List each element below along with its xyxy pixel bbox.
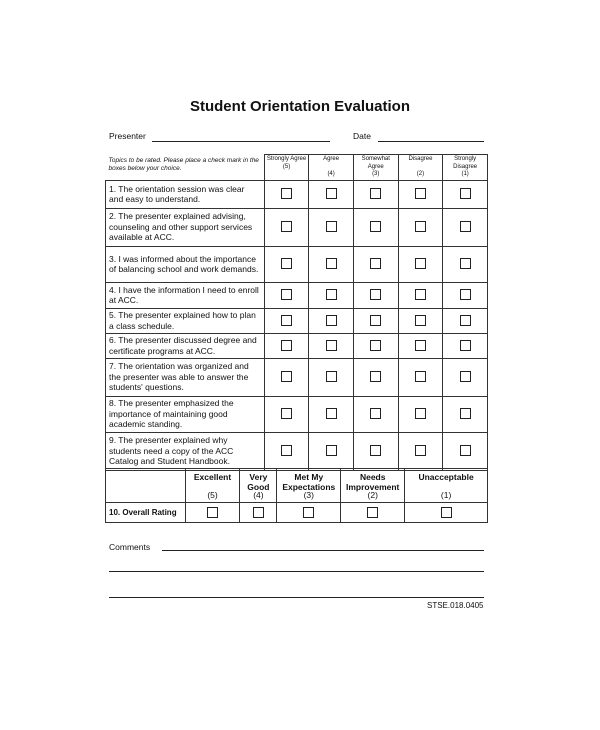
checkbox-agree[interactable] <box>326 340 337 351</box>
col-header-needs-improvement <box>341 469 405 503</box>
checkbox-strongly-agree[interactable] <box>281 188 292 199</box>
comments-line[interactable] <box>162 550 484 551</box>
col-header-code: (2) <box>416 171 425 177</box>
checkbox-somewhat-agree[interactable] <box>370 408 381 419</box>
checkbox-strongly-agree[interactable] <box>281 289 292 300</box>
checkbox-agree[interactable] <box>326 315 337 326</box>
overall-rating-table <box>105 468 488 523</box>
table-row <box>106 358 488 396</box>
topic-text: 1. The orientation session was clear and easy to understand. <box>106 180 265 208</box>
table-row <box>106 308 488 333</box>
checkbox-strongly-disagree[interactable] <box>460 371 471 382</box>
checkbox-strongly-agree[interactable] <box>281 408 292 419</box>
checkbox-somewhat-agree[interactable] <box>370 445 381 456</box>
col-header-met-expectations <box>277 469 341 503</box>
col-header-label: Excellent <box>193 472 232 482</box>
col-header-unacceptable <box>405 469 488 503</box>
checkbox-very-good[interactable] <box>253 507 264 518</box>
comments-label: Comments <box>109 542 151 552</box>
topic-text: 2. The presenter explained advising, counseling and other support services available at ACC. <box>106 208 265 246</box>
checkbox-needs-improvement[interactable] <box>367 507 378 518</box>
topic-text: 8. The presenter emphasized the importance of maintaining good academic standing. <box>106 396 265 432</box>
col-header-code: (4) <box>253 490 264 500</box>
checkbox-somewhat-agree[interactable] <box>370 258 381 269</box>
overall-header-blank <box>106 469 186 503</box>
checkbox-strongly-agree[interactable] <box>281 315 292 326</box>
rating-header-row <box>106 155 488 181</box>
col-header-code: (5) <box>282 163 291 170</box>
col-header-code: (3) <box>303 490 314 500</box>
topics-rating-table <box>105 154 488 471</box>
checkbox-strongly-agree[interactable] <box>281 371 292 382</box>
checkbox-strongly-agree[interactable] <box>281 221 292 232</box>
checkbox-somewhat-agree[interactable] <box>370 289 381 300</box>
checkbox-agree[interactable] <box>326 188 337 199</box>
checkbox-agree[interactable] <box>326 371 337 382</box>
checkbox-somewhat-agree[interactable] <box>370 371 381 382</box>
checkbox-somewhat-agree[interactable] <box>370 221 381 232</box>
topic-text: 3. I was informed about the importance of balancing school and work demands. <box>106 246 265 282</box>
col-header-label: Unacceptable <box>418 472 474 482</box>
checkbox-unacceptable[interactable] <box>441 507 452 518</box>
checkbox-disagree[interactable] <box>415 408 426 419</box>
checkbox-somewhat-agree[interactable] <box>370 188 381 199</box>
date-label: Date <box>353 131 371 141</box>
overall-header-row <box>106 469 488 503</box>
col-header-label: Very Good <box>247 472 270 492</box>
rating-instructions: Topics to be rated. Please place a check mark in the boxes below your choice. <box>108 156 259 172</box>
overall-rating-label: 10. Overall Rating <box>106 503 186 523</box>
col-header-very-good <box>240 469 277 503</box>
checkbox-excellent[interactable] <box>207 507 218 518</box>
presenter-input-line[interactable] <box>152 141 330 142</box>
col-header-label: Met My Expectations <box>282 472 336 492</box>
col-header-code: (3) <box>372 171 380 177</box>
date-input-line[interactable] <box>378 141 484 142</box>
col-header-code: (1) <box>461 171 469 177</box>
topic-text: 6. The presenter discussed degree and certificate programs at ACC. <box>106 333 265 358</box>
table-row <box>106 432 488 470</box>
checkbox-disagree[interactable] <box>415 445 426 456</box>
col-header-label: Disagree <box>408 156 433 162</box>
col-header-disagree <box>398 155 443 181</box>
col-header-label: Strongly Disagree <box>453 156 478 170</box>
form-code: STSE.018.0405 <box>427 601 484 610</box>
table-row <box>106 246 488 282</box>
topic-text: 5. The presenter explained how to plan a class schedule. <box>106 308 265 333</box>
table-row <box>106 333 488 358</box>
document-title: Student Orientation Evaluation <box>189 98 410 115</box>
checkbox-disagree[interactable] <box>415 289 426 300</box>
checkbox-somewhat-agree[interactable] <box>370 340 381 351</box>
col-header-somewhat-agree <box>353 155 398 181</box>
col-header-strongly-disagree <box>443 155 488 181</box>
checkbox-strongly-agree[interactable] <box>281 340 292 351</box>
table-row <box>106 396 488 432</box>
topic-text: 7. The orientation was organized and the presenter was able to answer the students' questions. <box>106 358 265 396</box>
col-header-label: Strongly Agree <box>266 156 307 162</box>
col-header-code: (5) <box>207 490 218 500</box>
col-header-code: (4) <box>327 171 335 177</box>
col-header-code: (2) <box>367 490 378 500</box>
topic-text: 4. I have the information I need to enroll at ACC. <box>106 282 265 308</box>
table-row <box>106 180 488 208</box>
checkbox-strongly-disagree[interactable] <box>460 340 471 351</box>
checkbox-disagree[interactable] <box>415 315 426 326</box>
checkbox-strongly-disagree[interactable] <box>460 289 471 300</box>
checkbox-agree[interactable] <box>326 408 337 419</box>
checkbox-strongly-disagree[interactable] <box>460 445 471 456</box>
table-row <box>106 208 488 246</box>
checkbox-agree[interactable] <box>326 445 337 456</box>
checkbox-disagree[interactable] <box>415 258 426 269</box>
checkbox-strongly-disagree[interactable] <box>460 315 471 326</box>
checkbox-strongly-disagree[interactable] <box>460 221 471 232</box>
checkbox-agree[interactable] <box>326 221 337 232</box>
col-header-code: (1) <box>440 490 452 500</box>
col-header-strongly-agree <box>264 155 309 181</box>
checkbox-disagree[interactable] <box>415 340 426 351</box>
col-header-label: Needs Improvement <box>346 472 400 492</box>
presenter-label: Presenter <box>109 131 146 141</box>
col-header-label: Somewhat Agree <box>361 156 390 170</box>
checkbox-somewhat-agree[interactable] <box>370 315 381 326</box>
topic-text: 9. The presenter explained why students need a copy of the ACC Catalog and Student Handbook. <box>106 432 265 470</box>
overall-rating-row <box>106 503 488 523</box>
checkbox-strongly-disagree[interactable] <box>460 408 471 419</box>
comments-line[interactable] <box>109 571 484 572</box>
checkbox-strongly-disagree[interactable] <box>460 188 471 199</box>
table-row <box>106 282 488 308</box>
checkbox-agree[interactable] <box>326 258 337 269</box>
checkbox-disagree[interactable] <box>415 221 426 232</box>
checkbox-strongly-agree[interactable] <box>281 445 292 456</box>
checkbox-strongly-disagree[interactable] <box>460 258 471 269</box>
col-header-label: Agree <box>323 156 340 162</box>
checkbox-disagree[interactable] <box>415 188 426 199</box>
col-header-agree <box>309 155 354 181</box>
checkbox-met-expectations[interactable] <box>303 507 314 518</box>
checkbox-strongly-agree[interactable] <box>281 258 292 269</box>
checkbox-agree[interactable] <box>326 289 337 300</box>
checkbox-disagree[interactable] <box>415 371 426 382</box>
col-header-excellent <box>185 469 240 503</box>
comments-line[interactable] <box>109 597 484 598</box>
